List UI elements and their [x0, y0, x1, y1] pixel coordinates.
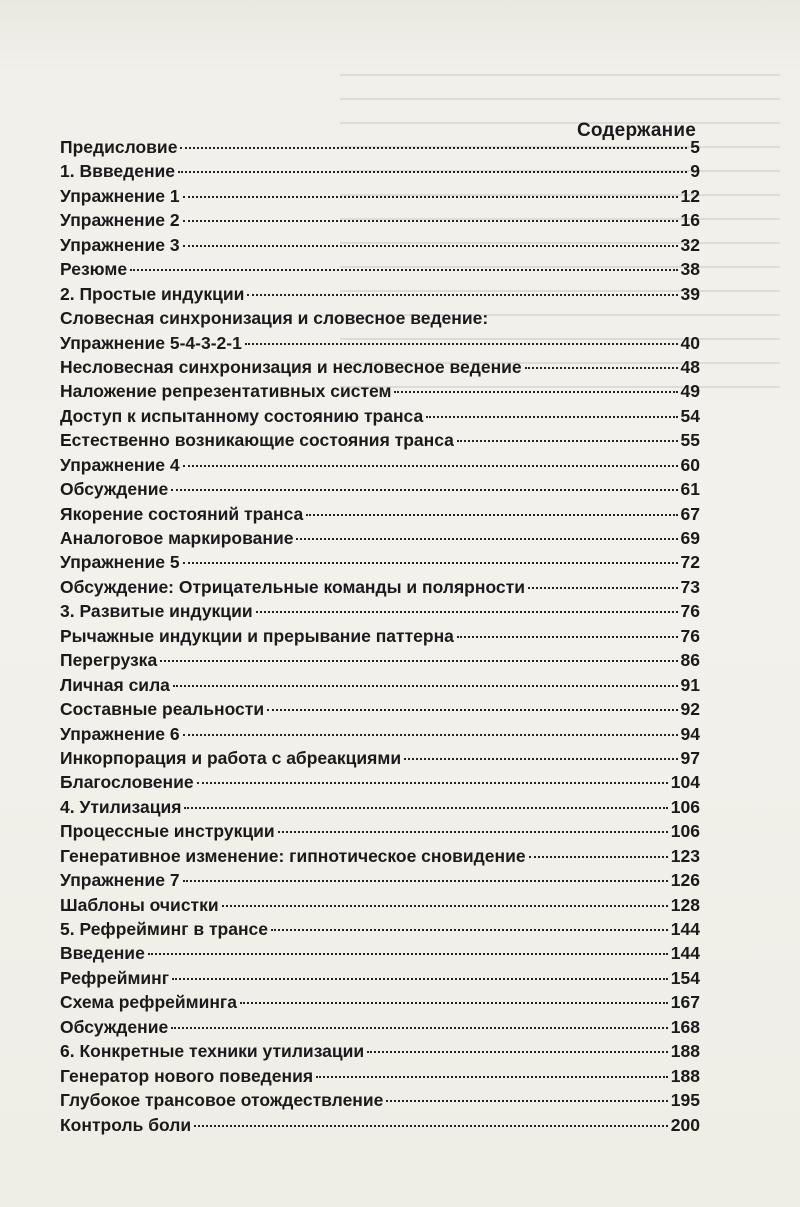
- toc-entry-label: Процессные инструкции: [60, 821, 275, 842]
- toc-entry: [60, 724, 700, 748]
- toc-entry-label: Глубокое трансовое отождествление: [60, 1090, 384, 1111]
- toc-entry: [60, 626, 700, 650]
- toc-entry-label: 1. Ввведение: [60, 161, 176, 182]
- dot-leader: [183, 196, 678, 198]
- toc-entry-page-number: 60: [680, 454, 700, 475]
- toc-entry-page-number: 144: [670, 919, 700, 939]
- toc-entry-label: 5. Рефрейминг в трансе: [60, 919, 268, 939]
- dot-leader: [184, 807, 667, 809]
- toc-entry-page-number: 195: [670, 1090, 700, 1111]
- toc-entry-label: Упражнение 3: [60, 234, 180, 255]
- dot-leader: [178, 171, 687, 173]
- dot-leader: [194, 1125, 668, 1127]
- toc-entry-page-number: 94: [680, 723, 700, 744]
- dot-leader: [267, 709, 677, 711]
- toc-entry: [60, 259, 700, 283]
- toc-entry-label: Генератор нового поведения: [60, 1065, 314, 1086]
- toc-entry-page-number: 104: [670, 772, 700, 793]
- dot-leader: [171, 489, 677, 491]
- toc-entry-label: Резюме: [60, 259, 128, 280]
- toc-entry-label: Аналоговое маркирование: [60, 528, 294, 548]
- dot-leader: [316, 1076, 668, 1078]
- toc-entry-label: Введение: [60, 943, 145, 964]
- dot-leader: [394, 391, 677, 393]
- toc-entry-label: Упражнение 5-4-3-2-1: [60, 332, 242, 353]
- toc-entry-label: Упражнение 2: [60, 210, 180, 231]
- toc-entry: [60, 235, 700, 259]
- table-of-contents: [60, 137, 700, 1139]
- toc-entry: [60, 1017, 700, 1041]
- toc-entry-label: Упражнение 1: [60, 185, 180, 206]
- toc-entry-label: Перегрузка: [60, 650, 158, 671]
- toc-entry-page-number: 97: [680, 747, 700, 768]
- toc-entry-label: Якорение состояний транса: [60, 503, 304, 524]
- toc-entry-page-number: 106: [670, 796, 700, 817]
- dot-leader: [278, 831, 668, 833]
- toc-entry: [60, 381, 700, 405]
- toc-entry-page-number: 12: [680, 185, 700, 206]
- toc-entry: [60, 528, 700, 552]
- toc-entry: [60, 186, 700, 210]
- toc-entry-label: Обсуждение: [60, 1016, 169, 1037]
- toc-entry-label: 6. Конкретные техники утилизации: [60, 1041, 365, 1062]
- toc-entry-page-number: 40: [680, 332, 700, 353]
- toc-entry-page-number: 49: [680, 381, 700, 402]
- toc-entry: [60, 479, 700, 503]
- toc-entry: [60, 797, 700, 821]
- toc-entry-label: 3. Развитые индукции: [60, 601, 253, 622]
- toc-entry-page-number: 48: [680, 356, 700, 377]
- toc-entry-page-number: 106: [670, 821, 700, 842]
- toc-entry: [60, 846, 700, 870]
- toc-entry-label: Обсуждение: [60, 479, 169, 500]
- toc-entry-label: Наложение репрезентативных систем: [60, 381, 392, 402]
- dot-leader: [183, 562, 678, 564]
- toc-entry: [60, 308, 700, 332]
- toc-entry: [60, 430, 700, 454]
- dot-leader: [183, 880, 668, 882]
- toc-entry-page-number: 38: [680, 259, 700, 280]
- dot-leader: [457, 636, 678, 638]
- toc-entry: [60, 650, 700, 674]
- toc-entry-page-number: 9: [690, 161, 700, 182]
- toc-entry-label: Естественно возникающие состояния транса: [60, 430, 454, 451]
- dot-leader: [256, 611, 678, 613]
- toc-entry-label: Генеративное изменение: гипнотическое сновидение: [60, 845, 526, 866]
- toc-entry: [60, 943, 700, 967]
- toc-entry: [60, 333, 700, 357]
- dot-leader: [367, 1051, 668, 1053]
- toc-entry: [60, 357, 700, 381]
- toc-entry: [60, 1090, 700, 1114]
- page-title: Содержание: [576, 120, 696, 141]
- toc-entry-page-number: 76: [680, 601, 700, 622]
- toc-entry: [60, 1041, 700, 1065]
- toc-entry: [60, 577, 700, 601]
- toc-entry-page-number: 154: [670, 967, 700, 988]
- toc-entry: [60, 1115, 700, 1139]
- toc-entry-label: Доступ к испытанному состоянию транса: [60, 405, 424, 426]
- toc-entry-label: Упражнение 6: [60, 723, 180, 744]
- toc-entry: [60, 968, 700, 992]
- toc-entry-label: Личная сила: [60, 674, 170, 695]
- toc-entry: [60, 919, 700, 943]
- toc-entry-page-number: 39: [680, 283, 700, 304]
- toc-entry-page-number: 72: [680, 552, 700, 573]
- dot-leader: [171, 1027, 668, 1029]
- dot-leader: [180, 147, 687, 149]
- toc-entry: [60, 992, 700, 1016]
- dot-leader: [183, 734, 678, 736]
- dot-leader: [160, 660, 677, 662]
- dot-leader: [271, 929, 668, 931]
- toc-entry-page-number: 92: [680, 699, 700, 720]
- toc-entry-page-number: 5: [690, 137, 700, 157]
- toc-entry-label: Предисловие: [60, 137, 178, 157]
- toc-entry-page-number: 61: [680, 479, 700, 500]
- dot-leader: [386, 1100, 667, 1102]
- toc-entry-label: Словесная синхронизация и словесное ведение:: [60, 308, 489, 329]
- dot-leader: [183, 465, 678, 467]
- dot-leader: [148, 953, 668, 955]
- toc-entry-page-number: 69: [680, 528, 700, 548]
- toc-entry: [60, 161, 700, 185]
- dot-leader: [457, 440, 678, 442]
- toc-entry: [60, 772, 700, 796]
- dot-leader: [183, 245, 678, 247]
- toc-entry-page-number: 123: [670, 845, 700, 866]
- toc-entry: [60, 821, 700, 845]
- toc-entry-page-number: 126: [670, 870, 700, 891]
- toc-entry: [60, 455, 700, 479]
- toc-entry-label: Упражнение 5: [60, 552, 180, 573]
- toc-entry-label: Рефрейминг: [60, 967, 170, 988]
- dot-leader: [172, 978, 668, 980]
- dot-leader: [306, 514, 677, 516]
- toc-entry-page-number: 16: [680, 210, 700, 231]
- toc-entry-page-number: 73: [680, 576, 700, 597]
- toc-entry: [60, 137, 700, 161]
- toc-entry: [60, 504, 700, 528]
- dot-leader: [173, 685, 678, 687]
- toc-entry-label: 2. Простые индукции: [60, 283, 245, 304]
- toc-entry-page-number: 168: [670, 1016, 700, 1037]
- toc-entry-page-number: 91: [680, 674, 700, 695]
- toc-entry-page-number: 200: [670, 1114, 700, 1135]
- toc-entry-page-number: 54: [680, 405, 700, 426]
- toc-entry-page-number: 55: [680, 430, 700, 451]
- toc-entry-label: Упражнение 4: [60, 454, 180, 475]
- dot-leader: [529, 856, 668, 858]
- dot-leader: [245, 343, 678, 345]
- toc-entry-label: Составные реальности: [60, 699, 265, 720]
- toc-entry-label: Схема рефрейминга: [60, 992, 237, 1013]
- toc-entry-label: Контроль боли: [60, 1114, 192, 1135]
- toc-entry: [60, 210, 700, 234]
- toc-entry: [60, 601, 700, 625]
- toc-entry-label: Обсуждение: Отрицательные команды и полярности: [60, 576, 525, 597]
- toc-entry-page-number: 188: [670, 1041, 700, 1062]
- dot-leader: [404, 758, 677, 760]
- toc-entry-page-number: 144: [670, 943, 700, 964]
- toc-entry-page-number: 86: [680, 650, 700, 671]
- toc-entry-label: Шаблоны очистки: [60, 894, 219, 915]
- dot-leader: [240, 1002, 668, 1004]
- dot-leader: [528, 587, 678, 589]
- toc-entry-label: Рычажные индукции и прерывание паттерна: [60, 625, 454, 646]
- dot-leader: [247, 294, 677, 296]
- toc-entry: [60, 895, 700, 919]
- toc-entry: [60, 675, 700, 699]
- toc-entry: [60, 870, 700, 894]
- toc-entry-label: Упражнение 7: [60, 870, 180, 891]
- toc-entry-label: Инкорпорация и работа с абреакциями: [60, 747, 402, 768]
- toc-entry: [60, 748, 700, 772]
- toc-entry: [60, 406, 700, 430]
- toc-entry-page-number: 67: [680, 503, 700, 524]
- toc-entry-page-number: 167: [670, 992, 700, 1013]
- dot-leader: [525, 367, 678, 369]
- toc-entry-label: Несловесная синхронизация и несловесное ведение: [60, 356, 522, 377]
- dot-leader: [197, 782, 668, 784]
- toc-entry: [60, 284, 700, 308]
- toc-entry: [60, 699, 700, 723]
- toc-entry-page-number: 32: [680, 234, 700, 255]
- toc-entry-page-number: 128: [670, 894, 700, 915]
- toc-entry-label: Благословение: [60, 772, 194, 793]
- toc-entry-page-number: 76: [680, 625, 700, 646]
- toc-entry: [60, 552, 700, 576]
- dot-leader: [130, 269, 677, 271]
- toc-entry-label: 4. Утилизация: [60, 796, 182, 817]
- dot-leader: [222, 905, 668, 907]
- toc-entry: [60, 1066, 700, 1090]
- dot-leader: [296, 538, 677, 540]
- toc-entry-page-number: 188: [670, 1065, 700, 1086]
- dot-leader: [426, 416, 677, 418]
- dot-leader: [183, 220, 678, 222]
